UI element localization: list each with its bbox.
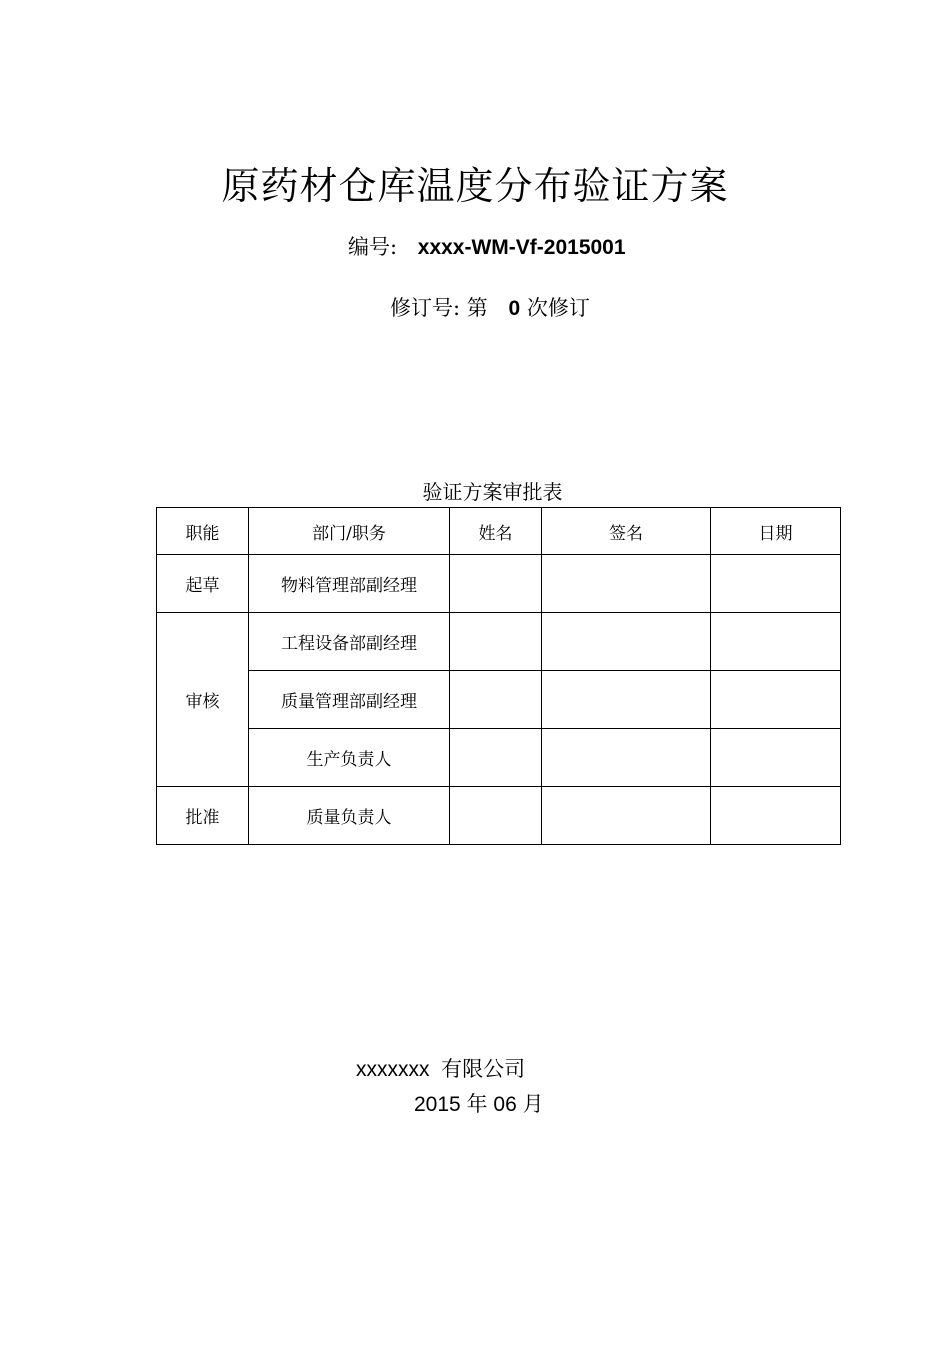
header-date: 日期 [711,508,841,555]
revision-label: 修订号: 第 [390,296,488,320]
date-cell-approve [711,787,841,845]
signature-cell-review-1 [542,613,711,671]
name-cell-approve [450,787,542,845]
table-row-review-2 [157,671,841,729]
revision-value: 0 [508,297,521,320]
approval-table [156,507,841,845]
signature-cell-review-2 [542,671,711,729]
position-review-2: 质量管理部副经理 [249,671,450,729]
header-name: 姓名 [450,508,542,555]
header-department: 部门/职务 [249,508,450,555]
position-approve: 质量负责人 [249,787,450,845]
header-function: 职能 [157,508,249,555]
date-cell-draft [711,555,841,613]
document-number-value: xxxx-WM-Vf-2015001 [417,236,626,259]
date-cell-review-1 [711,613,841,671]
name-cell-review-3 [450,729,542,787]
document-number [348,232,626,263]
header-signature: 签名 [542,508,711,555]
role-approve: 批准 [157,787,249,845]
role-draft: 起草 [157,555,249,613]
signature-cell-draft [542,555,711,613]
table-header-row [157,508,841,555]
signature-cell-review-3 [542,729,711,787]
name-cell-draft [450,555,542,613]
signature-cell-approve [542,787,711,845]
name-cell-review-1 [450,613,542,671]
revision-suffix: 次修订 [526,296,590,320]
document-title: 原药材仓库温度分布验证方案 [221,164,729,208]
revision-number [390,293,590,324]
role-review: 审核 [157,613,249,787]
name-cell-review-2 [450,671,542,729]
approval-table-caption: 验证方案审批表 [422,480,563,504]
position-review-1: 工程设备部副经理 [249,613,450,671]
issue-date: 2015 年 06 月 [414,1093,544,1116]
table-row-review-1 [157,613,841,671]
date-cell-review-3 [711,729,841,787]
company-name: xxxxxxx 有限公司 [356,1058,526,1081]
date-cell-review-2 [711,671,841,729]
position-review-3: 生产负责人 [249,729,450,787]
document-number-label: 编号: [348,235,398,259]
table-row-draft [157,555,841,613]
table-row-approve [157,787,841,845]
table-row-review-3 [157,729,841,787]
position-draft: 物料管理部副经理 [249,555,450,613]
